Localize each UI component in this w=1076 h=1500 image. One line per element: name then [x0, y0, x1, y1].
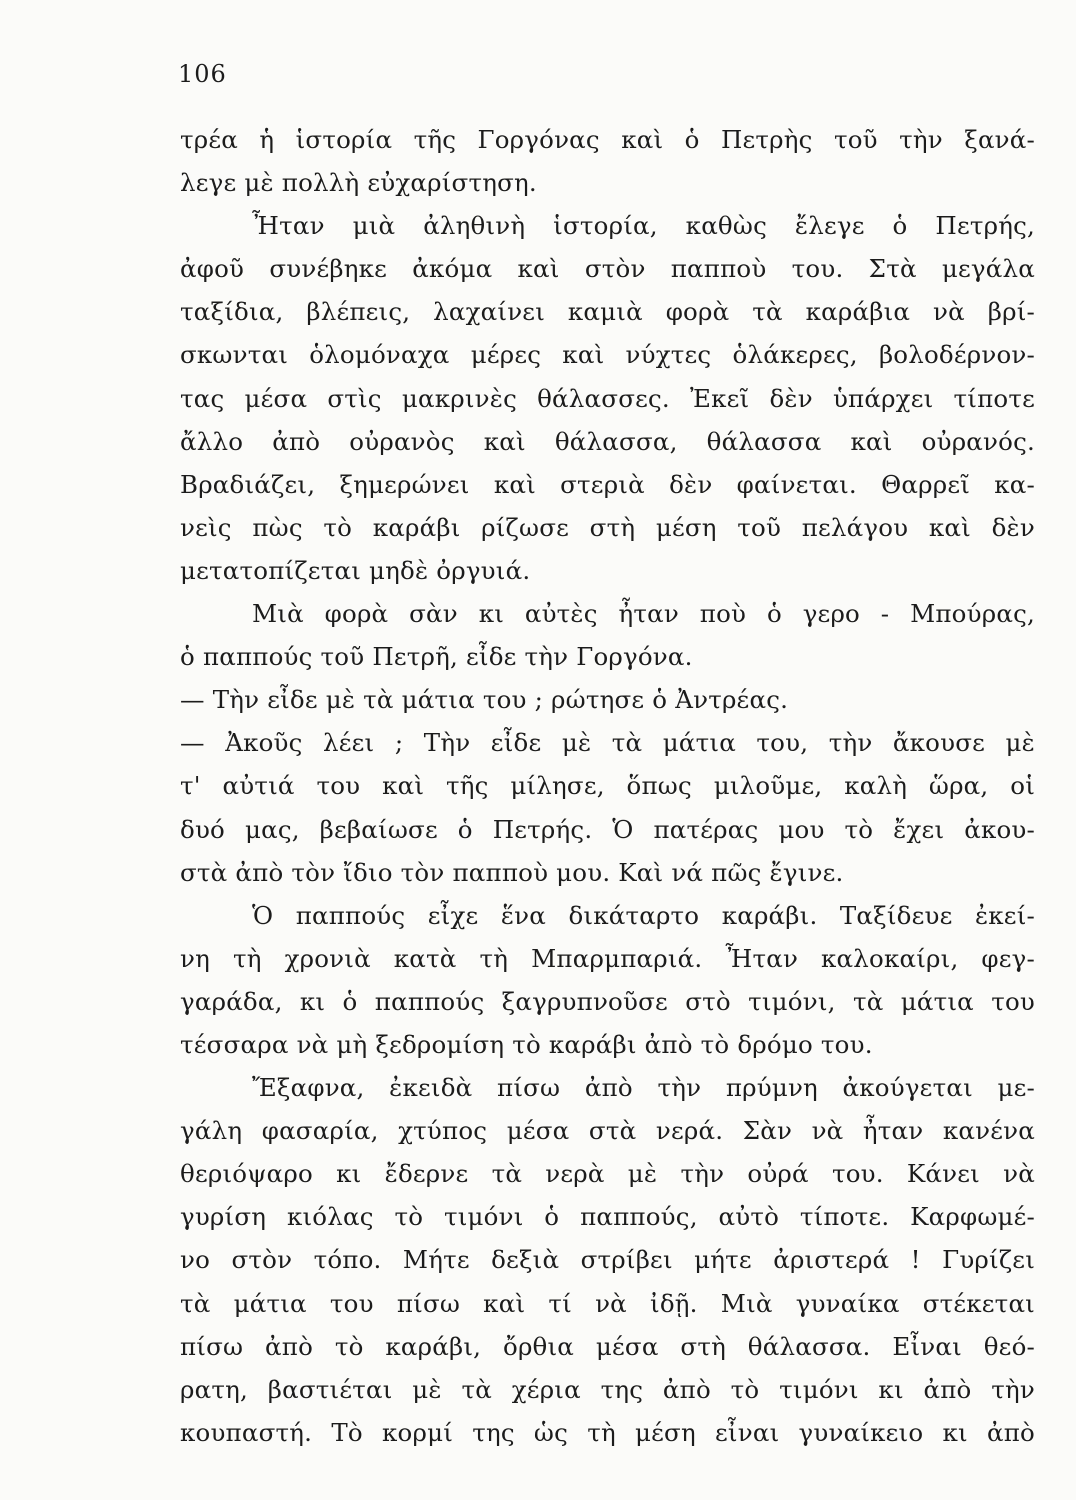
page-number: 106: [178, 60, 227, 88]
text-line: Ἔξαφνα, ἐκειδὰ πίσω ἀπὸ τὴν πρύμνη ἀκούγεται με-: [252, 1073, 1035, 1103]
text-line: λεγε μὲ πολλὴ εὐχαρίστηση.: [180, 168, 537, 198]
text-line: Μιὰ φορὰ σὰν κι αὐτὲς ἦταν ποὺ ὁ γερο - Μπούρας,: [252, 599, 1035, 629]
text-line: νο στὸν τόπο. Μήτε δεξιὰ στρίβει μήτε ἀριστερά ! Γυρίζει: [180, 1245, 1035, 1275]
text-line: στὰ ἀπὸ τὸν ἴδιο τὸν παπποὺ μου. Καὶ νά πῶς ἔγινε.: [180, 857, 844, 887]
text-line: Ἦταν μιὰ ἀληθινὴ ἱστορία, καθὼς ἔλεγε ὁ Πετρής,: [252, 211, 1035, 241]
text-line: θεριόψαρο κι ἔδερνε τὰ νερὰ μὲ τὴν οὐρά του. Κάνει νὰ: [180, 1159, 1035, 1189]
text-line: ταξίδια, βλέπεις, λαχαίνει καμιὰ φορὰ τὰ καράβια νὰ βρί-: [180, 297, 1035, 327]
text-line: ρατη, βαστιέται μὲ τὰ χέρια της ἀπὸ τὸ τιμόνι κι ἀπὸ τὴν: [180, 1374, 1035, 1404]
text-line: Βραδιάζει, ξημερώνει καὶ στεριὰ δὲν φαίνεται. Θαρρεῖ κα-: [180, 469, 1035, 499]
text-line: τὰ μάτια του πίσω καὶ τί νὰ ἰδῇ. Μιὰ γυναίκα στέκεται: [180, 1288, 1035, 1318]
text-line: σκωνται ὁλομόναχα μέρες καὶ νύχτες ὁλάκερες, βολοδέρνον-: [180, 340, 1035, 370]
text-line: ἀφοῦ συνέβηκε ἀκόμα καὶ στὸν παπποὺ του. Στὰ μεγάλα: [180, 254, 1035, 284]
text-line: κουπαστή. Τὸ κορμί της ὡς τὴ μέση εἶναι γυναίκειο κι ἀπὸ: [180, 1417, 1035, 1447]
text-line: νεὶς πὼς τὸ καράβι ρίζωσε στὴ μέση τοῦ πελάγου καὶ δὲν: [180, 512, 1035, 542]
text-line: δυό μας, βεβαίωσε ὁ Πετρής. Ὁ πατέρας μου τὸ ἔχει ἀκου-: [180, 814, 1035, 844]
text-line: τρέα ἡ ἱστορία τῆς Γοργόνας καὶ ὁ Πετρὴς τοῦ τὴν ξανά-: [180, 125, 1035, 154]
text-line: — Τὴν εἶδε μὲ τὰ μάτια του ; ρώτησε ὁ Ἀντρέας.: [180, 685, 789, 715]
body-text: [180, 118, 1035, 1454]
text-line: τέσσαρα νὰ μὴ ξεδρομίση τὸ καράβι ἀπὸ τὸ δρόμο του.: [180, 1029, 873, 1059]
text-line: Ὁ παππούς εἶχε ἕνα δικάταρτο καράβι. Ταξίδευε ἐκεί-: [252, 900, 1035, 930]
text-line: πίσω ἀπὸ τὸ καράβι, ὄρθια μέσα στὴ θάλασσα. Εἶναι θεό-: [180, 1331, 1035, 1361]
text-line: γάλη φασαρία, χτύπος μέσα στὰ νερά. Σὰν νὰ ἦταν κανένα: [180, 1116, 1035, 1146]
text-line: — Ἀκοῦς λέει ; Τὴν εἶδε μὲ τὰ μάτια του, τὴν ἄκουσε μὲ: [180, 728, 1035, 758]
text-line: ἄλλο ἀπὸ οὐρανὸς καὶ θάλασσα, θάλασσα καὶ οὐρανός.: [180, 426, 1035, 456]
text-line: τ' αὐτιά του καὶ τῆς μίλησε, ὅπως μιλοῦμε, καλὴ ὥρα, οἱ: [180, 771, 1035, 801]
text-line: ὁ παππούς τοῦ Πετρῆ, εἶδε τὴν Γοργόνα.: [180, 642, 693, 672]
text-line: γαράδα, κι ὁ παππούς ξαγρυπνοῦσε στὸ τιμόνι, τὰ μάτια του: [180, 986, 1035, 1016]
text-line: μετατοπίζεται μηδὲ ὀργυιά.: [180, 555, 531, 585]
text-line: γυρίση κιόλας τὸ τιμόνι ὁ παππούς, αὐτὸ τίποτε. Καρφωμέ-: [180, 1202, 1035, 1232]
text-line: νη τὴ χρονιὰ κατὰ τὴ Μπαρμπαριά. Ἦταν καλοκαίρι, φεγ-: [180, 943, 1035, 973]
text-line: τας μέσα στὶς μακρινὲς θάλασσες. Ἐκεῖ δὲν ὑπάρχει τίποτε: [180, 383, 1035, 413]
